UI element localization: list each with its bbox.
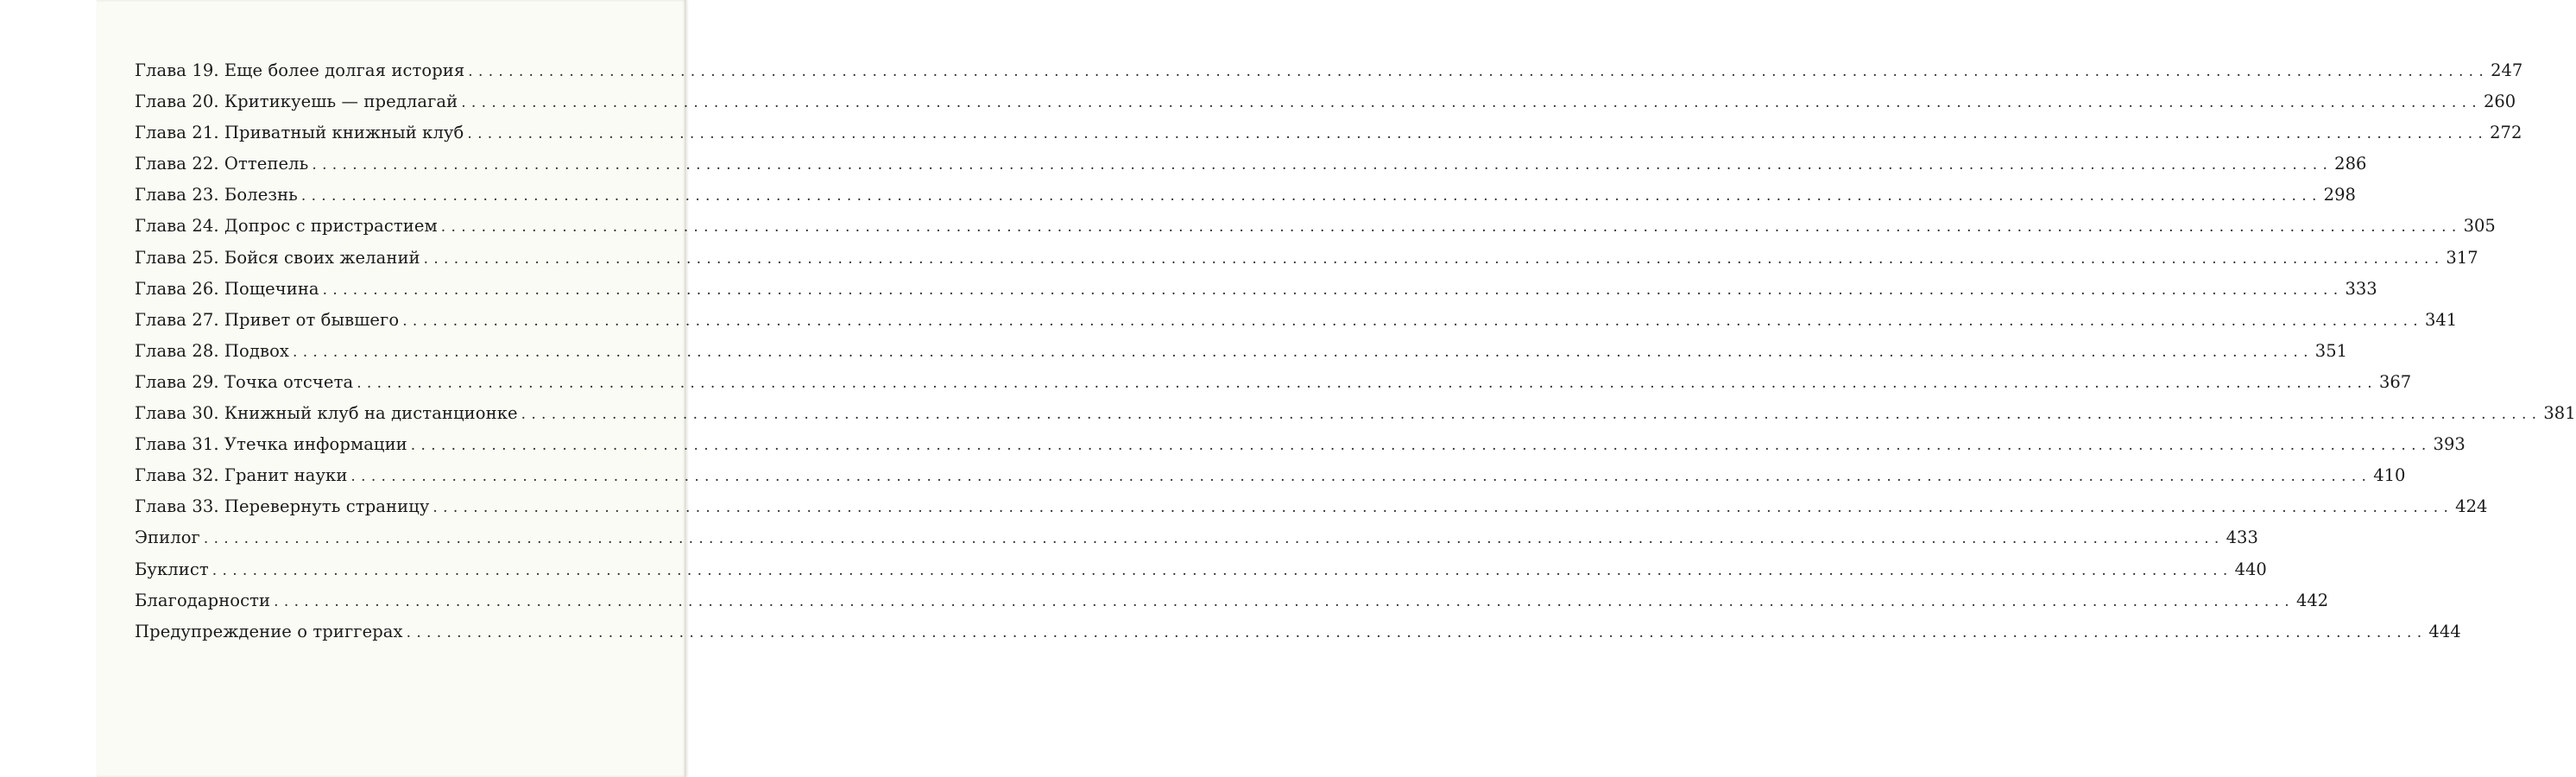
toc-entry-page-number: 351 — [2314, 340, 2348, 361]
dot-leader: ........................................................................................................................................................................................................ — [410, 437, 2432, 455]
toc-entry — [135, 585, 2329, 616]
toc-entry-page-number: 286 — [2334, 154, 2367, 174]
toc-entry-title: Глава 33. Перевернуть страницу — [135, 496, 430, 517]
toc-entry — [135, 616, 2461, 648]
toc-entry-page-number: 298 — [2323, 185, 2356, 205]
toc-entry — [135, 554, 2267, 585]
toc-entry-title: Буклист — [135, 559, 209, 579]
table-of-contents — [135, 55, 2576, 648]
toc-entry-title: Глава 21. Приватный книжный клуб — [135, 123, 464, 143]
dot-leader: ........................................................................................................................................................................................................ — [468, 63, 2490, 80]
toc-entry-page-number: 393 — [2433, 434, 2466, 455]
toc-entry-title: Глава 24. Допрос с пристрастием — [135, 216, 438, 237]
toc-entry-page-number: 440 — [2234, 559, 2267, 579]
dot-leader: ........................................................................................................................................................................................................ — [406, 623, 2428, 641]
toc-entry-page-number: 410 — [2373, 465, 2406, 486]
toc-entry — [135, 367, 2412, 398]
toc-entry-title: Глава 25. Бойся своих желаний — [135, 247, 420, 268]
dot-leader: ........................................................................................................................................................................................................ — [312, 156, 2333, 174]
toc-entry-page-number: 272 — [2490, 123, 2522, 143]
dot-leader: ........................................................................................................................................................................................................ — [521, 406, 2542, 424]
dot-leader: ........................................................................................................................................................................................................ — [432, 499, 2454, 517]
toc-entry-page-number: 381 — [2543, 403, 2576, 424]
toc-entry-title: Глава 20. Критикуешь — предлагай — [135, 92, 458, 112]
toc-entry — [135, 491, 2488, 522]
toc-entry-title: Глава 26. Пощечина — [135, 278, 319, 299]
toc-entry-title: Эпилог — [135, 527, 200, 548]
toc-entry-page-number: 367 — [2378, 371, 2412, 392]
dot-leader: ........................................................................................................................................................................................................ — [350, 468, 2372, 486]
dot-leader: ........................................................................................................................................................................................................ — [357, 374, 2377, 392]
dot-leader: ........................................................................................................................................................................................................ — [300, 187, 2322, 205]
toc-entry-title: Глава 28. Подвох — [135, 340, 290, 361]
toc-entry-title: Глава 27. Привет от бывшего — [135, 309, 400, 330]
toc-entry-page-number: 442 — [2295, 590, 2329, 610]
dot-leader: ........................................................................................................................................................................................................ — [423, 250, 2445, 268]
toc-entry-page-number: 333 — [2345, 278, 2377, 299]
toc-entry-page-number: 305 — [2463, 216, 2496, 237]
toc-entry-page-number: 424 — [2455, 496, 2488, 517]
toc-entry-page-number: 260 — [2483, 92, 2516, 112]
dot-leader: ........................................................................................................................................................................................................ — [203, 530, 2225, 548]
toc-entry-title: Глава 19. Еще более долгая история — [135, 60, 465, 80]
toc-entry — [135, 180, 2356, 211]
toc-entry-page-number: 317 — [2446, 247, 2478, 268]
toc-entry-title: Глава 22. Оттепель — [135, 154, 309, 174]
toc-entry — [135, 148, 2367, 180]
dot-leader: ........................................................................................................................................................................................................ — [402, 312, 2423, 330]
toc-entry — [135, 522, 2258, 553]
dot-leader: ........................................................................................................................................................................................................ — [461, 94, 2482, 112]
dot-leader: ........................................................................................................................................................................................................ — [467, 125, 2489, 143]
toc-entry-page-number: 247 — [2491, 60, 2523, 80]
dot-leader: ........................................................................................................................................................................................................ — [274, 592, 2295, 610]
toc-entry — [135, 274, 2377, 305]
toc-entry-title: Глава 30. Книжный клуб на дистанционке — [135, 403, 518, 424]
toc-entry-title: Глава 23. Болезнь — [135, 185, 298, 205]
toc-entry-title: Глава 32. Гранит науки — [135, 465, 348, 486]
toc-entry — [135, 243, 2478, 274]
toc-entry-page-number: 444 — [2428, 621, 2461, 641]
toc-entry-page-number: 433 — [2226, 527, 2258, 548]
toc-entry — [135, 86, 2516, 117]
dot-leader: ........................................................................................................................................................................................................ — [322, 281, 2344, 299]
toc-entry — [135, 211, 2496, 242]
toc-entry-title: Глава 31. Утечка информации — [135, 434, 407, 455]
toc-entry-title: Благодарности — [135, 590, 271, 610]
toc-entry — [135, 429, 2466, 460]
toc-entry — [135, 398, 2576, 429]
toc-entry — [135, 55, 2523, 86]
dot-leader: ........................................................................................................................................................................................................ — [212, 561, 2233, 579]
toc-entry — [135, 336, 2348, 367]
toc-entry-page-number: 341 — [2424, 309, 2458, 330]
toc-entry — [135, 460, 2406, 491]
toc-entry-title: Глава 29. Точка отсчета — [135, 371, 354, 392]
toc-entry — [135, 305, 2458, 336]
toc-entry-title: Предупреждение о триггерах — [135, 621, 403, 641]
toc-entry — [135, 117, 2522, 148]
dot-leader: ........................................................................................................................................................................................................ — [293, 343, 2314, 361]
dot-leader: ........................................................................................................................................................................................................ — [440, 218, 2462, 237]
